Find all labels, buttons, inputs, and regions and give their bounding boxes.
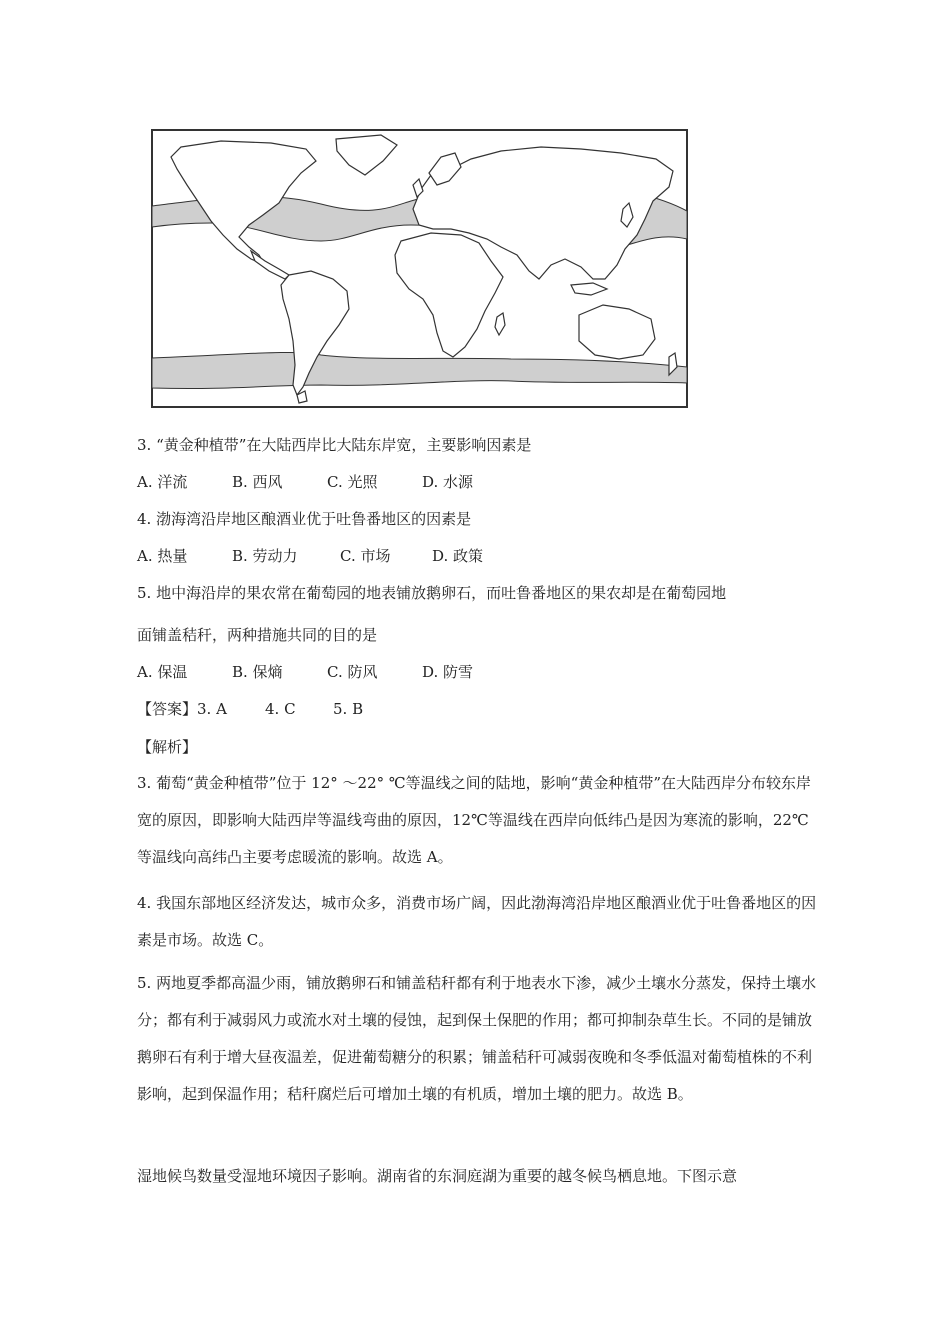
option-c: C. 防风 (327, 663, 378, 681)
option-b: B. 保熵 (232, 663, 283, 681)
analysis-q4: 4. 我国东部地区经济发达，城市众多，消费市场广阔，因此渤海湾沿岸地区酿酒业优于吐鲁番地区的因素是市场。故选 C。 (137, 894, 817, 949)
option-b: B. 西风 (232, 473, 283, 491)
answer-line (137, 699, 363, 719)
question-5-stem-line-2: 面铺盖秸秆，两种措施共同的目的是 (137, 626, 378, 644)
analysis-label: 【解析】 (137, 738, 198, 756)
option-d: D. 防雪 (422, 663, 474, 681)
option-d: D. 水源 (422, 473, 474, 491)
analysis-q3: 3. 葡萄“黄金种植带”位于 12° ～22° ℃等温线之间的陆地，影响“黄金种植带”在大陆西岸分布较东岸宽的原因，即影响大陆西岸等温线弯曲的原因，12℃等温线在西岸向低纬凸是因为寒流的影响，22℃等温线向高纬凸主要考虑暖流的影响。故选 A。 (137, 774, 812, 866)
question-text: “黄金种植带”在大陆西岸比大陆东岸宽，主要影响因素是 (156, 436, 532, 454)
question-text: 地中海沿岸的果农常在葡萄园的地表铺放鹅卵石，而吐鲁番地区的果农却是在葡萄园地 (156, 584, 727, 602)
option-a: A. 洋流 (137, 473, 188, 491)
question-5-stem-line-1 (137, 583, 726, 603)
question-5-options (137, 662, 473, 682)
option-a: A. 热量 (137, 547, 188, 565)
analysis-q5: 5. 两地夏季都高温少雨，铺放鹅卵石和铺盖秸秆都有利于地表水下渗，减少土壤水分蒸发，保持土壤水分；都有利于减弱风力或流水对土壤的侵蚀，起到保土保肥的作用；都可抑制杂草生长。不同的是铺放鹅卵石有利于增大昼夜温差，促进葡萄糖分的积累；铺盖秸秆可减弱夜晚和冬季低温对葡萄植株的不利影响，起到保温作用；秸秆腐烂后可增加土壤的有机质，增加土壤的肥力。故选 B。 (137, 974, 817, 1103)
question-3-stem (137, 435, 531, 455)
option-c: C. 光照 (327, 473, 378, 491)
question-4-options (137, 546, 483, 566)
world-map-figure (151, 129, 688, 408)
option-b: B. 劳动力 (232, 547, 298, 565)
question-3-options (137, 472, 473, 492)
option-c: C. 市场 (340, 547, 391, 565)
answer-label: 【答案】 (137, 700, 198, 718)
answer-3: 3. A (197, 700, 227, 718)
question-number: 5. (137, 584, 152, 602)
option-d: D. 政策 (432, 547, 484, 565)
question-4-stem (137, 509, 471, 529)
answer-4: 4. C (265, 700, 296, 718)
next-question-intro: 湿地候鸟数量受湿地环境因子影响。湖南省的东洞庭湖为重要的越冬候鸟栖息地。下图示意 (137, 1167, 738, 1185)
answer-5: 5. B (333, 700, 364, 718)
question-text: 渤海湾沿岸地区酿酒业优于吐鲁番地区的因素是 (156, 510, 472, 528)
question-number: 3. (137, 436, 152, 454)
option-a: A. 保温 (137, 663, 188, 681)
question-number: 4. (137, 510, 152, 528)
